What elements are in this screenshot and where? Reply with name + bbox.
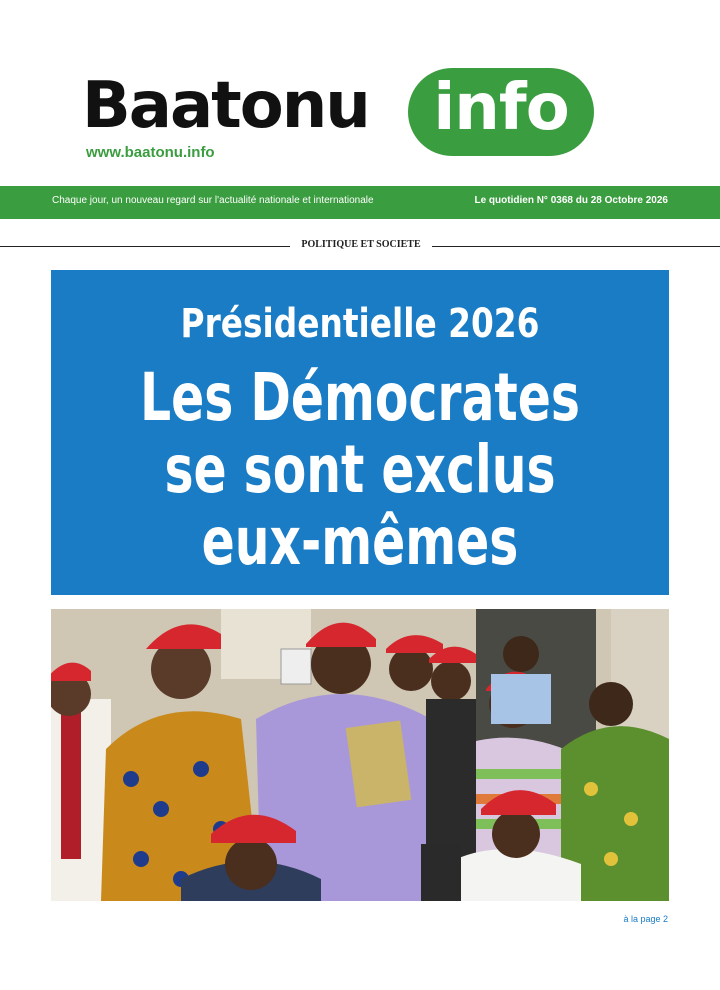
section-rule-right	[432, 246, 720, 247]
headline-kicker: Présidentielle 2026	[180, 301, 540, 347]
headline-line: se sont exclus	[164, 431, 556, 508]
tagline: Chaque jour, un nouveau regard sur l'actualité nationale et internationale	[52, 195, 374, 206]
masthead	[82, 66, 602, 166]
brand-wordmark: Baatonu	[82, 69, 369, 143]
headline-line: Les Démocrates	[140, 359, 580, 436]
website-link[interactable]: www.baatonu.info	[86, 144, 215, 161]
tagline-band	[0, 186, 720, 219]
headline-box	[51, 270, 669, 595]
brand-pill-text: info	[433, 71, 569, 145]
section-rule-left	[0, 246, 290, 247]
section-label: POLITIQUE ET SOCIETE	[301, 239, 421, 250]
headline-main	[131, 359, 588, 580]
brand-pill	[408, 68, 594, 156]
page-reference[interactable]: à la page 2	[623, 914, 668, 924]
issue-info: Le quotidien N° 0368 du 28 Octobre 2026	[474, 195, 668, 206]
lead-photo	[51, 609, 669, 901]
headline-line: eux-mêmes	[201, 503, 519, 580]
